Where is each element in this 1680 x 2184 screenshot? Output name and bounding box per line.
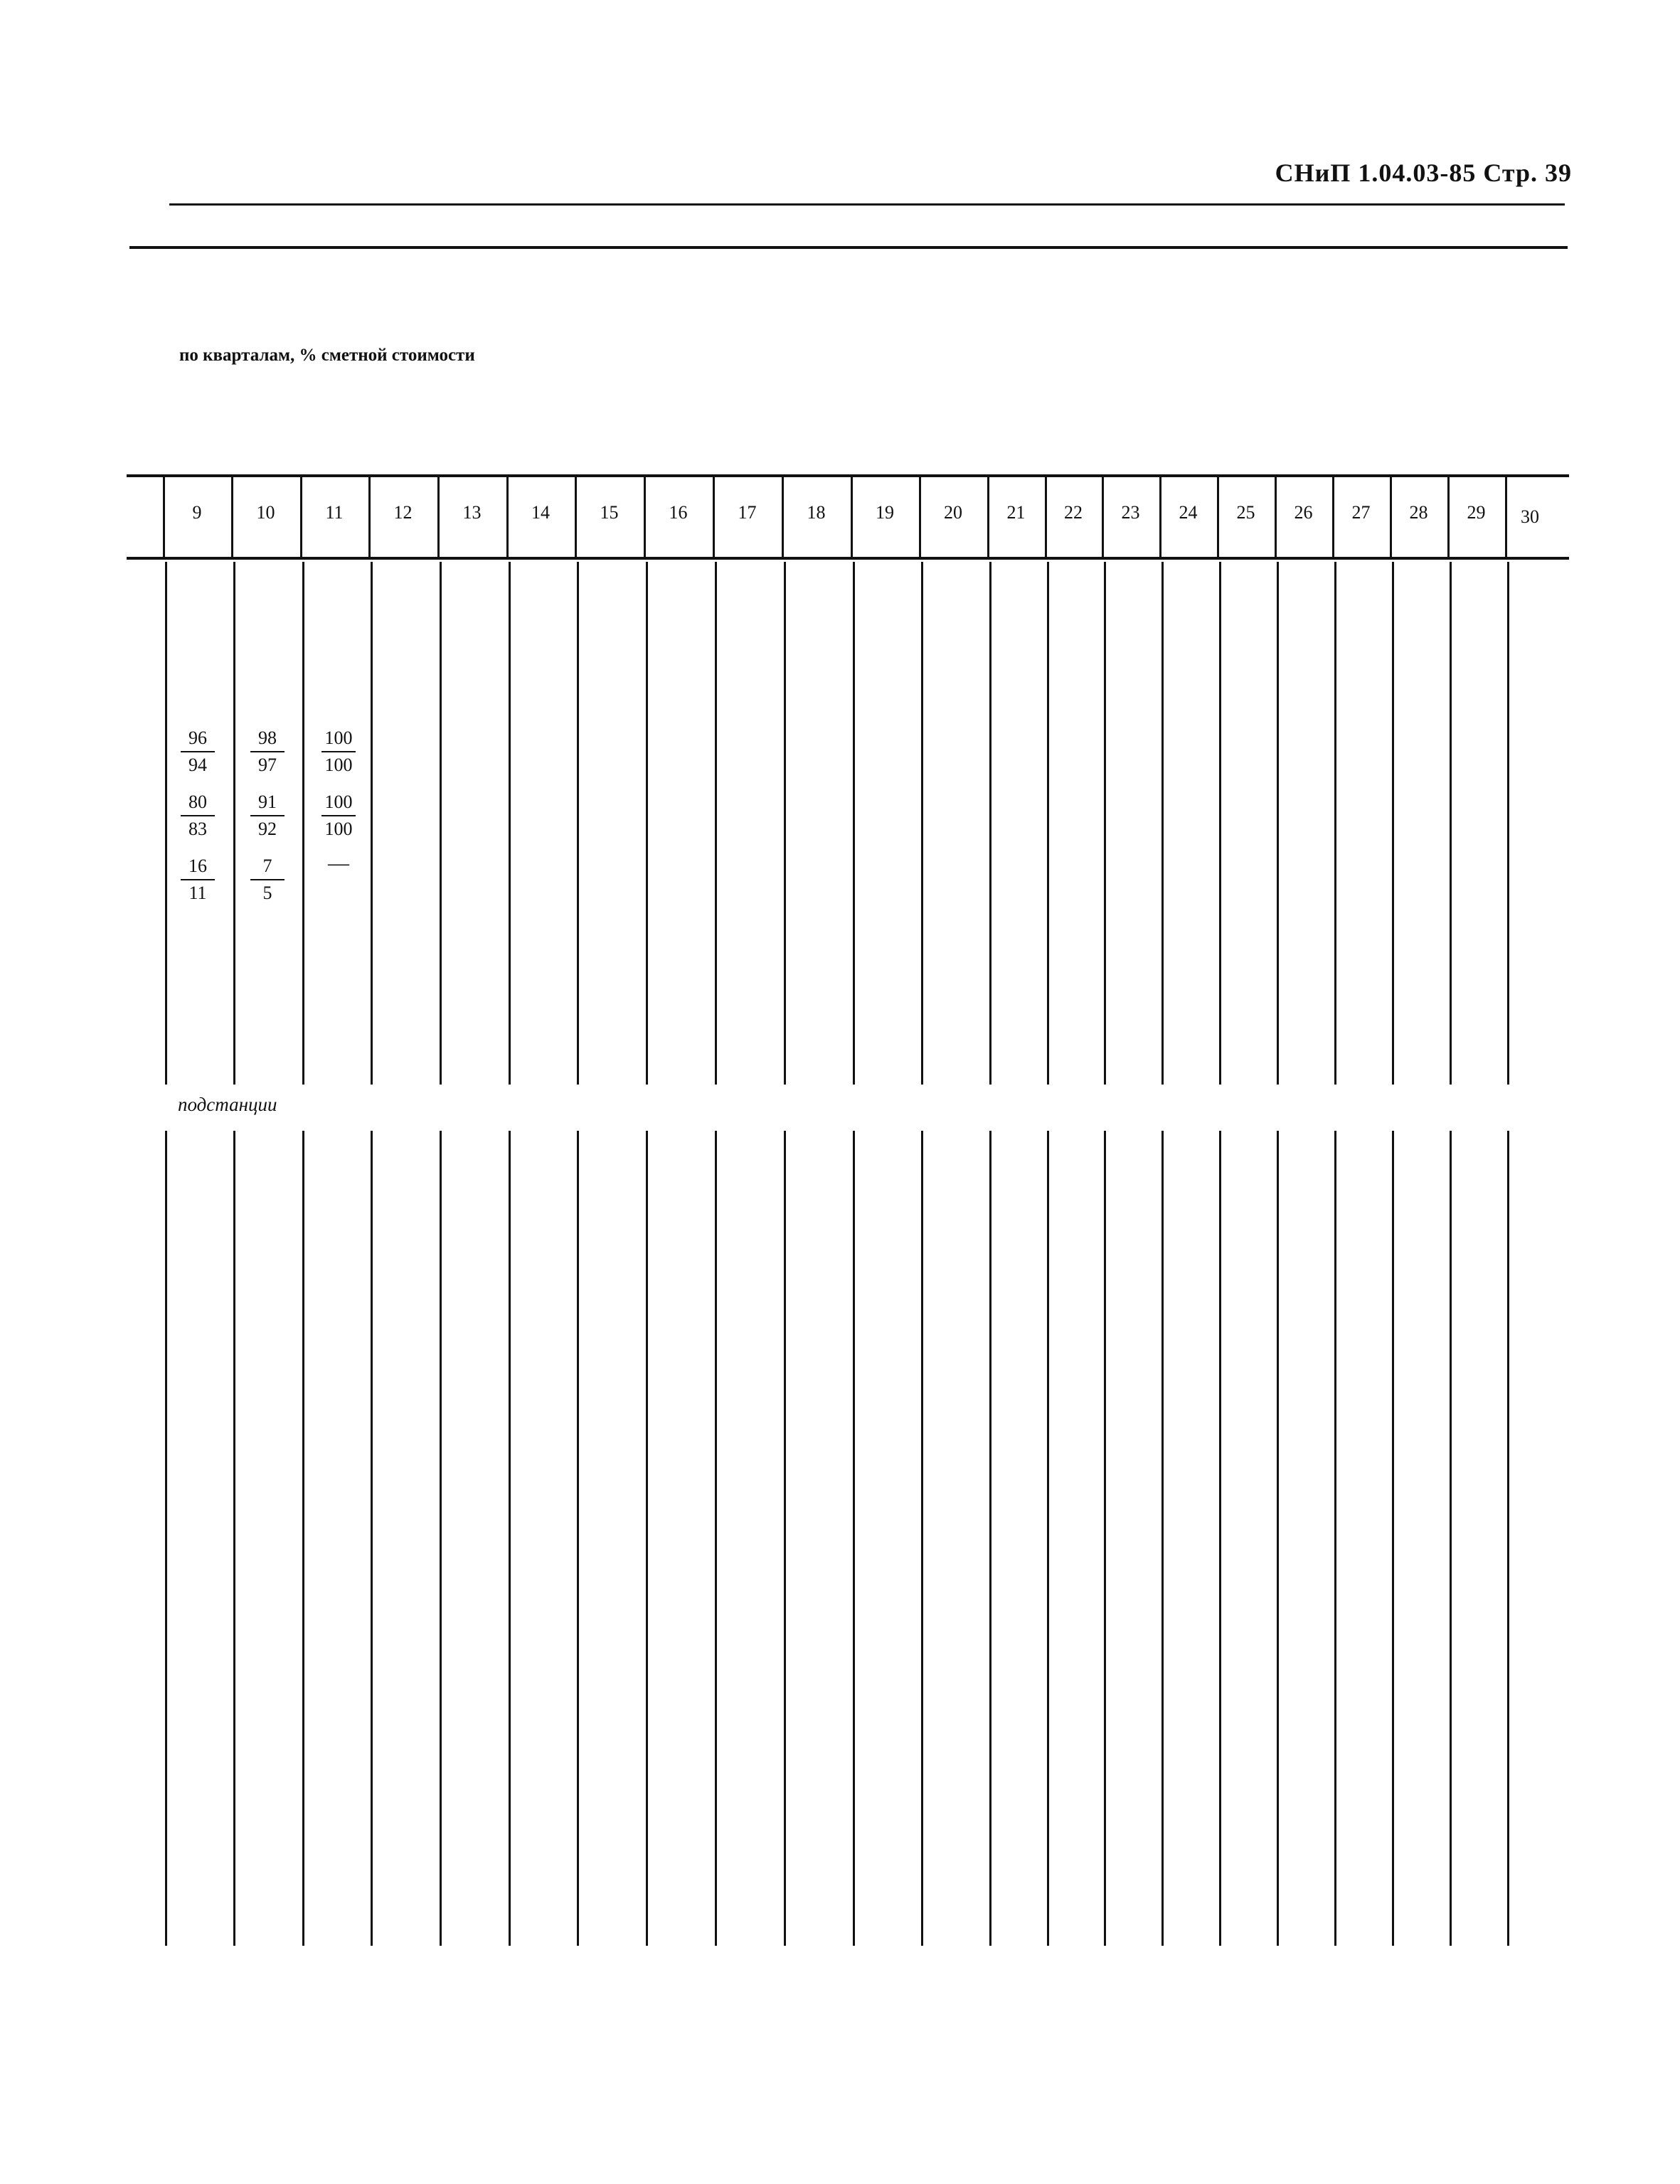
- column-number: 9: [192, 502, 202, 523]
- table-cell: [238, 789, 297, 842]
- column-divider: [1219, 1131, 1221, 1946]
- section-label: подстанции: [178, 1094, 277, 1115]
- column-divider: [921, 562, 923, 1085]
- column-divider: [784, 1131, 786, 1946]
- column-number: 17: [738, 502, 757, 523]
- column-divider: [368, 477, 371, 557]
- column-divider: [506, 477, 509, 557]
- column-divider: [1505, 477, 1507, 557]
- column-divider: [644, 477, 646, 557]
- column-divider: [1392, 562, 1394, 1085]
- cell-denominator: 11: [188, 883, 207, 903]
- column-divider: [1047, 1131, 1049, 1946]
- column-number: 22: [1064, 502, 1083, 523]
- table-cell: [168, 725, 228, 778]
- header-rule: [169, 203, 1565, 206]
- column-divider: [1277, 1131, 1279, 1946]
- column-divider: [715, 1131, 717, 1946]
- column-divider: [921, 1131, 923, 1946]
- cell-denominator: 94: [188, 755, 207, 775]
- cell-numerator: 80: [181, 789, 215, 816]
- column-number: 10: [256, 502, 275, 523]
- column-divider: [163, 477, 165, 557]
- table-header-bottom-rule: [127, 557, 1569, 560]
- column-number: 27: [1351, 502, 1371, 523]
- column-number: 13: [462, 502, 482, 523]
- column-divider: [989, 1131, 991, 1946]
- table-cell: [238, 725, 297, 778]
- cell-denominator: 100: [324, 755, 353, 775]
- column-number: 15: [600, 502, 619, 523]
- column-number: 16: [669, 502, 688, 523]
- column-number: 14: [531, 502, 550, 523]
- column-divider: [987, 477, 989, 557]
- column-divider: [1390, 477, 1392, 557]
- column-divider: [1161, 562, 1164, 1085]
- column-divider: [853, 562, 855, 1085]
- table-top-rule: [129, 246, 1568, 249]
- column-divider: [715, 562, 717, 1085]
- column-divider: [1447, 477, 1450, 557]
- column-divider: [371, 562, 373, 1085]
- cell-numerator: 7: [250, 853, 285, 880]
- column-divider: [577, 1131, 579, 1946]
- column-number: 23: [1121, 502, 1140, 523]
- cell-numerator: 96: [181, 725, 215, 752]
- column-divider: [1045, 477, 1047, 557]
- column-divider: [165, 562, 167, 1085]
- column-divider: [1507, 562, 1509, 1085]
- cell-denominator: 100: [324, 819, 353, 839]
- table-cell: —: [328, 851, 349, 875]
- column-divider: [853, 1131, 855, 1946]
- column-number: 21: [1006, 502, 1026, 523]
- column-divider: [919, 477, 921, 557]
- column-divider: [1277, 562, 1279, 1085]
- column-divider: [1104, 562, 1106, 1085]
- column-divider: [1217, 477, 1219, 557]
- column-number: 30: [1521, 506, 1539, 527]
- column-divider: [784, 562, 786, 1085]
- column-divider: [300, 477, 302, 557]
- column-divider: [302, 562, 304, 1085]
- column-divider: [1450, 1131, 1452, 1946]
- cell-numerator: 100: [321, 725, 356, 752]
- column-divider: [646, 562, 648, 1085]
- cell-denominator: 83: [188, 819, 207, 839]
- column-divider: [782, 477, 784, 557]
- column-divider: [989, 562, 991, 1085]
- column-divider: [1275, 477, 1277, 557]
- column-number: 12: [393, 502, 413, 523]
- cell-denominator: 5: [262, 883, 272, 903]
- column-divider: [440, 562, 442, 1085]
- table-cell: [168, 853, 228, 906]
- table-cell: [238, 853, 297, 906]
- column-divider: [1161, 1131, 1164, 1946]
- column-divider: [302, 1131, 304, 1946]
- page-title: СНиП 1.04.03-85 Стр. 39: [1275, 159, 1572, 187]
- column-divider: [371, 1131, 373, 1946]
- column-divider: [1507, 1131, 1509, 1946]
- cell-numerator: 16: [181, 853, 215, 880]
- column-number: 28: [1409, 502, 1428, 523]
- table-cell: [309, 725, 368, 778]
- column-divider: [509, 562, 511, 1085]
- column-divider: [1334, 562, 1336, 1085]
- column-divider: [509, 1131, 511, 1946]
- column-number: 11: [325, 502, 344, 523]
- column-divider: [1219, 562, 1221, 1085]
- column-divider: [1047, 562, 1049, 1085]
- column-divider: [165, 1131, 167, 1946]
- column-divider: [1392, 1131, 1394, 1946]
- column-divider: [1332, 477, 1334, 557]
- column-number: 26: [1294, 502, 1313, 523]
- table-caption: по кварталам, % сметной стоимости: [179, 346, 475, 365]
- cell-denominator: 97: [258, 755, 277, 775]
- cell-denominator: 92: [258, 819, 277, 839]
- column-divider: [233, 1131, 235, 1946]
- column-divider: [575, 477, 577, 557]
- cell-numerator: 100: [321, 789, 356, 816]
- column-divider: [233, 562, 235, 1085]
- column-number: 19: [876, 502, 894, 523]
- column-number: 18: [807, 502, 826, 523]
- column-divider: [1159, 477, 1161, 557]
- column-divider: [646, 1131, 648, 1946]
- column-divider: [713, 477, 715, 557]
- column-divider: [1450, 562, 1452, 1085]
- column-number: 24: [1179, 502, 1198, 523]
- column-number: 29: [1467, 502, 1486, 523]
- column-divider: [1102, 477, 1104, 557]
- column-divider: [440, 1131, 442, 1946]
- table-header-top-rule: [127, 474, 1569, 477]
- column-divider: [231, 477, 233, 557]
- column-divider: [1104, 1131, 1106, 1946]
- cell-numerator: 98: [250, 725, 285, 752]
- column-divider: [1334, 1131, 1336, 1946]
- cell-numerator: 91: [250, 789, 285, 816]
- column-divider: [577, 562, 579, 1085]
- column-number: 20: [944, 502, 962, 523]
- column-divider: [437, 477, 440, 557]
- table-cell: [309, 789, 368, 842]
- column-number: 25: [1236, 502, 1255, 523]
- column-divider: [851, 477, 853, 557]
- table-cell: [168, 789, 228, 842]
